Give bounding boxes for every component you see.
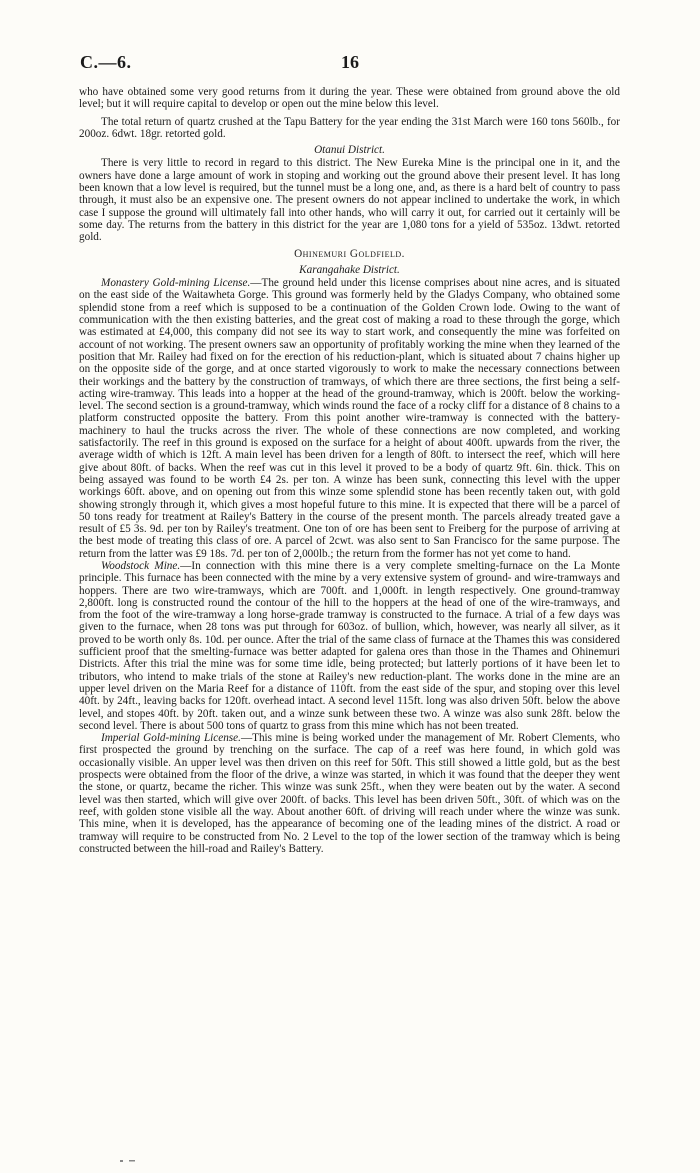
- heading-ohinemuri-goldfield: Ohinemuri Goldfield.: [294, 247, 405, 260]
- imperial-text: —This mine is being worked under the management of Mr. Robert Clements, who first prospected the ground by trenching on the surface. The cap of a reef was here found, in which gold was occasionally visible. An upper level was then driven on this reef for 50ft. This still showed a little gold, but as the best prospects were obtained from the floor of the drive, a winze was started, in which it was found that the deeper they went the stone, or quartz, became the richer. This winze was sunk 25ft., when they were beaten out by the water. A second level was then started, which will give over 200ft. of backs. This level has been driven 50ft., 30ft. of which was on the reef, with golden stone visible all the way. About another 60ft. of driving will reach under where the winze was sunk. This mine, when it is developed, has the appearance of becoming one of the leading mines of the district. A road or tramway will require to be constructed from No. 2 Level to the top of the lower section of the tramway which is being constructed between the hill-road and Railey's Battery.: [79, 732, 620, 855]
- paragraph-woodstock: [79, 560, 620, 732]
- imperial-lead: Imperial Gold-mining License.: [101, 732, 241, 745]
- heading-otanui-district: Otanui District.: [314, 144, 385, 157]
- paragraph-otanui: There is very little to record in regard to this district. The New Eureka Mine is the principal one in it, and the owners have done a large amount of work in stoping and working out the ground above their present level. It has long been known that a low level is required, but the tunnel must be a long one, and, as there is a hard belt of country to pass through, it must also be an expensive one. The present owners do not appear inclined to undertake the work, in which case I suppose the ground will ultimately fall into other hands, who will carry it out, for carried out it certainly will be some day. The returns from the battery in this district for the year are 1,080 tons for a yield of 535oz. 13dwt. retorted gold.: [79, 157, 620, 244]
- paragraph-tapu-return: The total return of quartz crushed at the Tapu Battery for the year ending the 31st March were 160 tons 560lb., for 200oz. 6dwt. 18gr. retorted gold.: [79, 115, 620, 140]
- print-mark: [120, 1158, 148, 1164]
- paragraph-tapu-continued: who have obtained some very good returns from it during the year. These were obtained from ground above the old level; but it will require capital to develop or open out the mine below this level.: [79, 86, 620, 111]
- document-reference: C.—6.: [80, 52, 132, 72]
- page-number: 16: [341, 52, 359, 72]
- paragraph-monastery: [79, 277, 620, 560]
- report-body: [79, 86, 620, 855]
- woodstock-lead: Woodstock Mine.: [101, 559, 181, 572]
- paragraph-imperial: [79, 732, 620, 855]
- heading-karangahake-district: Karangahake District.: [299, 263, 400, 276]
- page-header: [80, 48, 620, 78]
- monastery-text: —The ground held under this license comprises about nine acres, and is situated on the east side of the Waitawheta Gorge. This ground was formerly held by the Gladys Company, who obtained some splendid stone from a reef which is supposed to be a continuation of the Golden Crown lode. Owing to the want of communication with the then existing batteries, and the great cost of making a road to these through the gorge, which was estimated at £4,000, this company did not see its way to start work, and consequently the mine was forfeited on account of not working. The present owners saw an opportunity of profitably working the mine when they learned of the position that Mr. Railey had fixed on for the erection of his reduction-plant, which is situated about 7 chains higher up on the opposite side of the gorge, and at once started vigorously to work to make the necessary connections between their workings and the battery by the construction of tramways, of which there are three sections, the first being a self-acting wire-tramway. This leads into a hopper at the head of the ground-tramway, which is 200ft. below the working-level. The second section is a ground-tramway, which winds round the face of a rocky cliff for a distance of 8 chains to a platform constructed opposite the battery. From this point another wire-tramway is connected with the battery-machinery to haul the trucks across the river. The whole of these connections are now completed, and working satisfactorily. The reef in this ground is exposed on the surface for a height of about 400ft. upwards from the river, the average width of which is 12ft. A main level has been driven for a length of 80ft. to intersect the reef, which will here give about 80ft. of backs. When the reef was cut in this level it proved to be a body of quartz 9ft. 6in. thick. This on being assayed was found to be worth £4 2s. per ton. A winze has been sunk, connecting this level with the upper workings 60ft. above, and on opening out from this winze some splendid stone has been recently taken out, with gold showing strongly through it, which gives a most hopeful future to this mine. It is expected that there will be a parcel of 50 tons ready for treatment at Railey's Battery in the course of the present month. The parcels already treated gave a result of £5 3s. 9d. per ton by Railey's treatment. One ton of ore has been sent to Freiberg for the purpose of arriving at the best mode of treating this class of ore. A parcel of 2cwt. was also sent to San Francisco for the same purpose. The return from the latter was £9 18s. 7d. per ton of 2,000lb.; the return from the former has not yet come to hand.: [79, 277, 620, 560]
- woodstock-text: —In connection with this mine there is a very complete smelting-furnace on the La Monte principle. This furnace has been connected with the mine by a very extensive system of ground- and wire-tramways and hoppers. There are two wire-tramways, which are 700ft. and 1,000ft. in length respectively. One ground-tramway 2,800ft. long is constructed round the contour of the hill to the hoppers at the head of one of the wire-tramways, and from the foot of the wire-tramway a long horse-grade tramway is constructed to the furnace. A trial of a few days was given to the furnace, when 28 tons was put through for 603oz. of bullion, which, however, was nearly all silver, as it proved to be worth only 8s. 10d. per ounce. After the trial of the same class of furnace at the Thames this was considered sufficient proof that the smelting-furnace was better adapted for galena ores than those in the Thames and Ohinemuri Districts. After this trial the mine was for some time idle, being protected; but latterly portions of it have been let to tributors, who intend to make trials of the stone at Railey's new reduction-plant. The works done in the mine are an upper level driven on the Maria Reef for a distance of 110ft. from the east side of the spur, and stoping over this level 40ft. by 24ft., leaving backs for 120ft. overhead intact. A second level 115ft. long was also driven 50ft. below the above level, and stopes 40ft. by 20ft. taken out, and a winze sunk between these two. A winze was also sunk 28ft. below the second level. There is about 500 tons of quartz to grass from this mine which has not been treated.: [79, 559, 620, 732]
- monastery-lead: Monastery Gold-mining License.: [101, 277, 251, 290]
